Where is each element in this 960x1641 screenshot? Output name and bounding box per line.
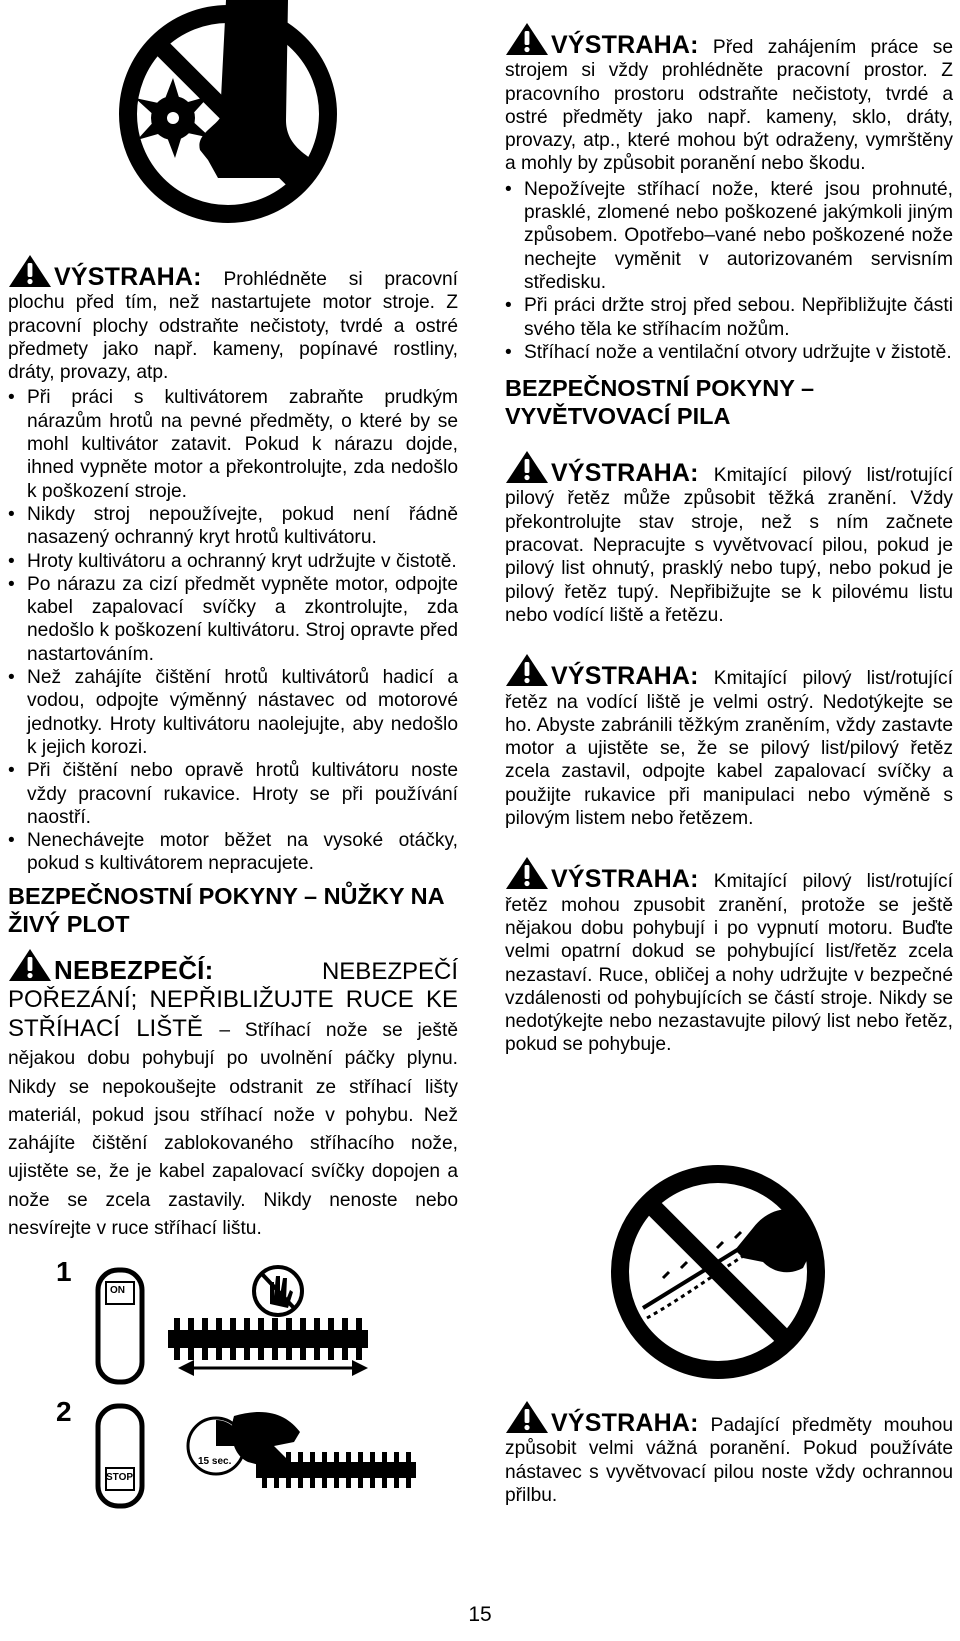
warning-triangle-icon	[8, 254, 52, 288]
figure-illustration	[38, 1256, 456, 1516]
warning-triangle-icon	[505, 856, 549, 890]
warning-label: VÝSTRAHA:	[551, 1409, 699, 1437]
warning-triangle-icon	[505, 653, 549, 687]
section-heading-hedge-trimmer: BEZPEČNOSTNÍ POKYNY – NŮŽKY NA ŽIVÝ PLOT	[8, 882, 444, 937]
warning-text: Kmitající pilový list/rotující řetěz na vodící liště je velmi ostrý. Nedotýkejte se ho. Abyste zabránili těžkým zraněním, vždy zastavte motor a ujistěte se, že se pilový list/pilový řetěz zcela zastavil, odpojte kabel zapalovací svíčky a použijte rukavice při manipulaci nebo výměně s pilovým listem nebo řetězem.	[505, 668, 953, 830]
danger-label: NEBEZPEČÍ:	[54, 954, 214, 985]
left-bullet-list	[8, 386, 458, 875]
right-bullet-list	[505, 178, 953, 364]
warning-text: Padající předměty mouhou způsobit velmi vážná poranění. Pokud používáte nástavec s vyvětvovací pilou noste vždy ochrannou přilbu.	[505, 1415, 953, 1506]
list-item: • Při čištění nebo opravě hrotů kultivátoru noste vždy pracovní rukavice. Hroty se při používání naostří.	[8, 759, 458, 829]
switch-on-label: ON	[110, 1285, 125, 1296]
left-warning1	[8, 254, 458, 384]
list-item: • Při práci s kultivátorem zabraňte prudkým nárazům hrotů na pevné předměty, o které by se mohl kultivátor zatavit. Pokud k nárazu dojde, ihned vypněte motor a překontrolujte, zda nedošlo k poškození stroje.	[8, 386, 458, 502]
danger-text: – Stříhací nože se ještě nějakou dobu pohybují po uvolnění páčky plynu. Nikdy se nepokoušejte odstranit ze stříhací lišty materiál, pokud jsou stříhací nože v pohybu. Než zahájíte čištění zablokovaného stříhacího nože, ujistěte se, že je kabel zapalovací svíčky dopojen a nože se zcela zastavily. Nikdy nenoste nebo nesvírejte v ruce stříhací lištu.	[8, 1019, 459, 1239]
warning-label: VÝSTRAHA:	[551, 865, 699, 894]
warning-triangle-icon	[505, 1400, 549, 1434]
right-warning4	[505, 856, 953, 1056]
page-number: 15	[468, 1603, 492, 1626]
warning-label: VÝSTRAHA:	[551, 662, 699, 691]
warning-text: Před zahájením práce se strojem si vždy prohlédněte pracovní prostor. Z pracovního prostoru odstraňte nečistoty, tvrdé a ostré předměty jako např. kameny, sklo, dráty, provazy, atp., které mohou být odraženy, vymrštěny a mohly by způsobit poranění nebo škodu.	[505, 37, 953, 175]
figure-step-number: 1	[56, 1256, 72, 1287]
warning-label: VÝSTRAHA:	[551, 459, 699, 488]
list-item: • Nenechávejte motor běžet na vysoké otáčky, pokud s kultivátorem nepracujete.	[8, 829, 458, 876]
danger-triangle-icon	[8, 948, 52, 982]
warning-text: Prohlédněte si pracovní plochu před tím, než nastartujete motor stroje. Z pracovní plochy odstraňte nečistoty, tvrdé a ostré předmety jako např. kameny, popínavé rostliny, dráty, provazy, atp.	[8, 269, 458, 384]
right-warning2	[505, 450, 953, 627]
right-warning5	[505, 1400, 953, 1507]
danger-block	[8, 948, 458, 1241]
timer-label: 15 sec.	[198, 1456, 232, 1467]
warning-text: Kmitající pilový list/rotující řetěz mohou zpusobit zranění, protože se ještě nějakou dobu pohybují i po vypnutí motoru. Buďte velmi opatrní dokud se pohybující list/řetěz zcela nezastaví. Ruce, obličej a nohy udržujte v bezpečné vzdálenosti od pohybujících se částí stroje. Nikdy se nedotýkejte nebo nezastavujte pilový list nebo řetěz, pokud se pohybuje.	[505, 871, 953, 1056]
hedge-trimmer-stop-figure	[38, 1256, 456, 1516]
no-hand-near-saw-icon	[603, 1158, 833, 1386]
right-warning1	[505, 22, 953, 176]
list-item: • Stříhací nože a ventilační otvory udržujte v žistotě.	[505, 341, 953, 364]
warning-label: VÝSTRAHA:	[551, 31, 699, 59]
no-foot-near-tines-icon	[108, 0, 348, 228]
list-item: • Při práci držte stroj před sebou. Nepřibližujte části svého těla ke stříhacím nožům.	[505, 294, 953, 341]
warning-triangle-icon	[505, 22, 549, 56]
right-warning3	[505, 653, 953, 830]
list-item: • Nepožívejte stříhací nože, které jsou prohnuté, prasklé, zlomené nebo poškozené jakýmkoli jiným způsobem. Opotřebo–vané nebo poškozené nože nechejte vyměnit v autorizovaném servisním středisku.	[505, 178, 953, 294]
warning-triangle-icon	[505, 450, 549, 484]
warning-label: VÝSTRAHA:	[54, 263, 202, 291]
figure-step-number: 2	[56, 1396, 72, 1427]
danger-caps-text: NEBEZPEČÍ POŘEZÁNÍ; NEPŘIBLIŽUJTE RUCE KE STŘÍHACÍ LIŠTĚ	[8, 957, 458, 1042]
section-heading-pruning-saw: BEZPEČNOSTNÍ POKYNY – VYVĚTVOVACÍ PILA	[505, 375, 815, 430]
switch-stop-label: STOP	[106, 1472, 134, 1483]
list-item: • Po nárazu za cizí předmět vypněte motor, odpojte kabel zapalovací svíčky a zkontrolujte, zda nedošlo k poškození kultivátoru. Stroj opravte před nastartováním.	[8, 573, 458, 666]
list-item: • Než zahájíte čištění hrotů kultivátorů hadicí a vodou, odpojte výměnný nástavec od motorové jednotky. Hroty kultivátoru naolejujte, aby nedošlo k jejich korozi.	[8, 666, 458, 759]
list-item: • Hroty kultivátoru a ochranný kryt udržujte v čistotě.	[8, 550, 458, 573]
list-item: • Nikdy stroj nepoužívejte, pokud není řádně nasazený ochranný kryt hrotů kultivátoru.	[8, 503, 458, 550]
warning-text: Kmitající pilový list/rotující pilový řetěz může způsobit těžká zranění. Vždy překontrolujte stav stroje, než s ním začnete pracovat. Nepracujte s vyvětvovací pilou, pokud je pilový list ohnutý, prasklý nebo tupý, nebo pokud je pilový řetěz tupý. Nepřibižujte se k pilovému listu nebo vodící liště a řetězu.	[505, 465, 953, 626]
